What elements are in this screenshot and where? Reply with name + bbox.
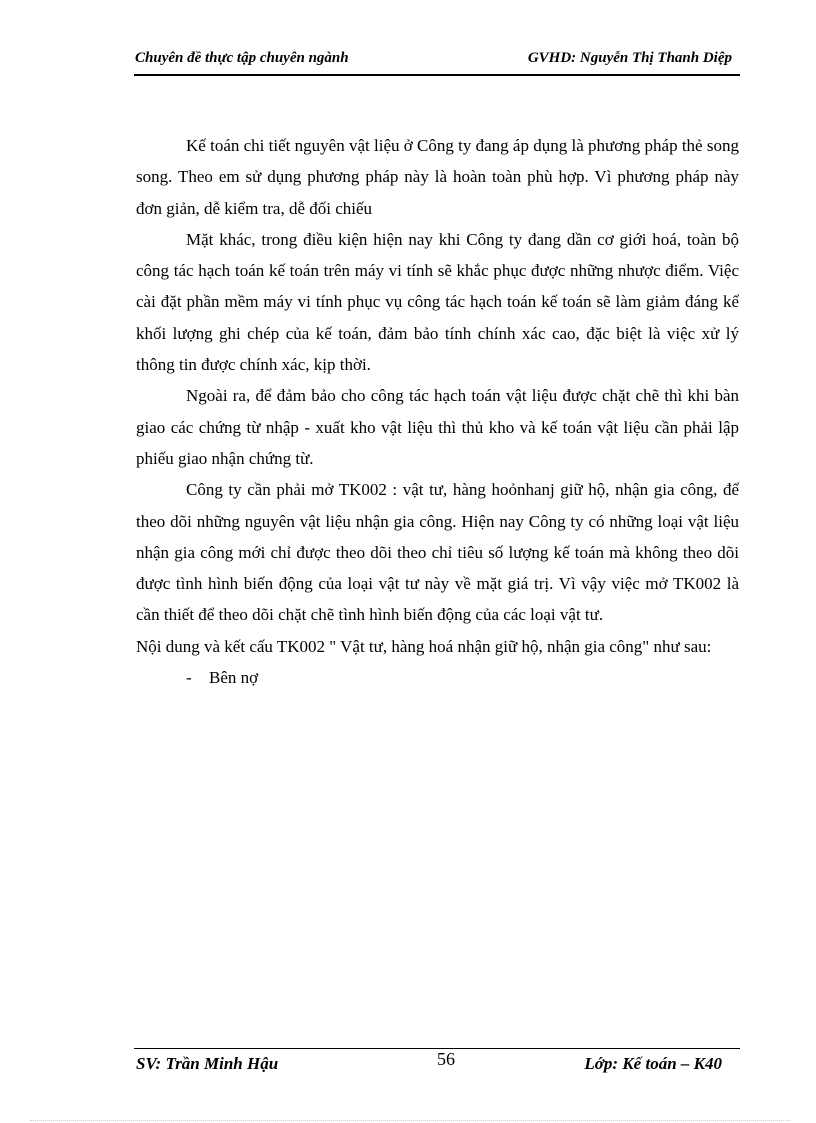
paragraph-3: Ngoài ra, để đảm bảo cho công tác hạch toán vật liệu được chặt chẽ thì khi bàn giao các chứng từ nhập - xuất kho vật liệu thì thủ kho và kế toán vật liệu cần phải lập phiếu giao nhận chứng từ. (136, 386, 739, 468)
page-number: 56 (437, 1049, 455, 1069)
paragraph-2: Mặt khác, trong điều kiện hiện nay khi Công ty đang dần cơ giới hoá, toàn bộ công tác hạch toán kế toán trên máy vi tính sẽ khắc phục được những nhược điểm. Việc cài đặt phần mềm máy vi tính phục vụ công tác hạch toán kế toán sẽ làm giảm đáng kể khối lượng ghi chép của kế toán, đảm bảo tính chính xác cao, đặc biệt là việc xử lý thông tin được chính xác, kịp thời. (136, 229, 739, 375)
footer-class: Lớp: Kế toán – K40 (584, 1054, 722, 1073)
page-header (134, 48, 740, 76)
header-report-title: Chuyên đề thực tập chuyên ngành (135, 50, 349, 66)
bullet-dash: - (186, 668, 192, 688)
document-body (136, 130, 739, 693)
bullet-text: Bên nợ (209, 668, 259, 688)
page-footer (134, 1048, 740, 1079)
header-supervisor: GVHD: Nguyễn Thị Thanh Diệp (527, 50, 732, 66)
footer-student-name: SV: Trần Minh Hậu (136, 1054, 279, 1073)
paragraph-5: Nội dung và kết cấu TK002 " Vật tư, hàng hoá nhận giữ hộ, nhận gia công" như sau: (136, 636, 712, 656)
bullet-item (136, 662, 739, 693)
paragraph-4: Công ty cần phải mở TK002 : vật tư, hàng hoỏnhanj giữ hộ, nhận gia công, để theo dõi những nguyên vật liệu nhận gia công. Hiện nay Công ty có những loại vật liệu nhận gia công mới chỉ được theo dõi theo chỉ tiêu số lượng kế toán mà không theo dõi được tình hình biến động của loại vật tư này về mặt giá trị. Vì vậy việc mở TK002 là cần thiết để theo dõi chặt chẽ tình hình biến động của các loại vật tư. (136, 480, 739, 625)
paragraph-1: Kế toán chi tiết nguyên vật liệu ở Công ty đang áp dụng là phương pháp thẻ song song. Theo em sử dụng phương pháp này là hoàn toàn phù hợp. Vì phương pháp này đơn giản, dễ kiểm tra, dễ đối chiếu (136, 136, 739, 218)
page-bottom-edge (30, 1120, 790, 1121)
